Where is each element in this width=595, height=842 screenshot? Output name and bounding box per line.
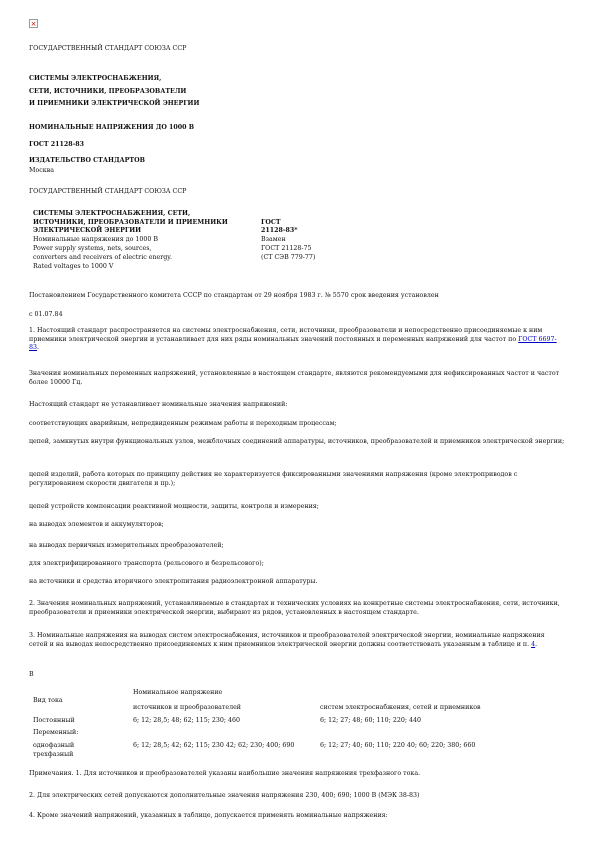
- list-item: цепей, замкнутых внутри функциональных узлов, межблочных соединений аппаратуры, источников, преобразователей и приемников электрической энергии;: [29, 438, 565, 445]
- paragraph-1-text: 1. Настоящий стандарт распространяется на системы электроснабжения, сети, источники, преобразователи и непосредственно присоединяемые к ним приемники электрической энергии и устанавливает для них ряды номинальных значений постоянных и переменных напряжений для частот по: [29, 327, 543, 343]
- effective-date: с 01.07.84: [29, 311, 63, 318]
- row-systems: 6; 12; 27; 40; 60; 110; 220 40; 60; 220; 380; 660: [320, 742, 476, 749]
- paragraph-6: 4. Кроме значений напряжений, указанных в таблице, допускается применять номинальные напряжения:: [29, 812, 388, 819]
- row-kind-2: трехфазный: [33, 751, 74, 758]
- titleblock-left-1: СИСТЕМЫ ЭЛЕКТРОСНАБЖЕНИЯ, СЕТИ,: [33, 210, 191, 217]
- list-item: для электрифицированного транспорта (рельсового и безрельсового);: [29, 560, 264, 567]
- paragraph-5-text: 3. Номинальные напряжения на выводах систем электроснабжения, источников и преобразователей электрической энергии, номинальные напряжения сетей и на выводах непосредственно присоединяемых к ним приемников электрической энергии должны соответствовать указанным в таблице и п.: [29, 632, 545, 648]
- gost-6697-link[interactable]: ГОСТ 6697-83: [29, 335, 557, 352]
- row-kind: однофазный: [33, 742, 75, 749]
- col-header-group: Номинальное напряжение: [133, 689, 223, 696]
- paragraph-5-end: .: [535, 640, 538, 648]
- titleblock-right-4: ГОСТ 21128-75: [261, 245, 312, 252]
- col-header-kind: Вид тока: [33, 697, 63, 704]
- list-item: на источники и средства вторичного электропитания радиоэлектронной аппаратуры.: [29, 578, 318, 585]
- list-item: на выводах первичных измерительных преобразователей;: [29, 542, 224, 549]
- list-item: на выводах элементов и аккумуляторов;: [29, 521, 164, 528]
- note-1: Примечания. 1. Для источников и преобразователей указаны наибольшие значения напряжения трехфазного тока.: [29, 770, 421, 777]
- titleblock-left-3: ЭЛЕКТРИЧЕСКОЙ ЭНЕРГИИ: [33, 227, 142, 234]
- col-header-systems: систем электроснабжения, сетей и приемников: [320, 704, 481, 711]
- list-item: цепей изделий, работа которых по принципу действия не характеризуется фиксированными значениями напряжения (кроме электроприводов с регулированием скорости двигателя и пр.);: [29, 471, 518, 487]
- state-standard-header: ГОСУДАРСТВЕННЫЙ СТАНДАРТ СОЮЗА ССР: [29, 45, 187, 52]
- col-header-sources: источников и преобразователей: [133, 704, 242, 711]
- broken-image-icon: ×: [30, 20, 37, 28]
- row-systems: 6; 12; 27; 48; 60; 110; 220; 440: [320, 717, 421, 724]
- subtitle: НОМИНАЛЬНЫЕ НАПРЯЖЕНИЯ ДО 1000 В: [29, 124, 195, 131]
- titleblock-right-1: ГОСТ: [261, 219, 281, 226]
- decree-text: Постановлением Государственного комитета СССР по стандартам от 29 ноября 1983 г. № 5570 срок введения установлен: [29, 292, 439, 299]
- note-2: 2. Для электрических сетей допускаются дополнительные значения напряжения 230, 400; 690; 1000 В (МЭК 38-83): [29, 792, 420, 799]
- row-kind: Переменный:: [33, 729, 79, 736]
- titleblock-left-5: Power supply systems, nets, sources,: [33, 245, 152, 252]
- list-item: соответствующих аварийным, непредвиденным режимам работы и переходным процессам;: [29, 420, 337, 427]
- titleblock-left-2: ИСТОЧНИКИ, ПРЕОБРАЗОВАТЕЛИ И ПРИЕМНИКИ: [33, 219, 228, 226]
- row-kind: Постоянный: [33, 717, 75, 724]
- paragraph-3: Настоящий стандарт не устанавливает номинальные значения напряжений:: [29, 401, 288, 408]
- unit-label: В: [29, 671, 34, 678]
- titleblock-right-2: 21128-83*: [261, 227, 298, 234]
- state-standard-header-2: ГОСУДАРСТВЕННЫЙ СТАНДАРТ СОЮЗА ССР: [29, 188, 187, 195]
- paragraph-4: 2. Значения номинальных напряжений, устанавливаемые в стандартах и технических условиях на конкретные системы электроснабжения, сети, источники, преобразователи и приемники электрической энергии, выбирают из рядов, установленных в настоящем стандарте.: [29, 600, 560, 616]
- paragraph-2: Значения номинальных переменных напряжений, установленные в настоящем стандарте, являются рекомендуемыми для нефиксированных частот и частот более 10000 Гц.: [29, 370, 560, 386]
- gost-number: ГОСТ 21128-83: [29, 141, 85, 148]
- title-line-1: СИСТЕМЫ ЭЛЕКТРОСНАБЖЕНИЯ,: [29, 75, 162, 82]
- row-sources: 6; 12; 28,5; 42; 62; 115; 230 42; 62; 230; 400; 690: [133, 742, 295, 749]
- paragraph-1-end: .: [37, 344, 40, 352]
- publisher: ИЗДАТЕЛЬСТВО СТАНДАРТОВ: [29, 157, 145, 164]
- paragraph-5: [29, 632, 565, 649]
- clause-4-link[interactable]: 4: [531, 640, 536, 648]
- titleblock-left-4: Номинальные напряжения до 1000 В: [33, 236, 159, 243]
- titleblock-left-6: converters and receivers of electric energy.: [33, 254, 173, 261]
- city: Москва: [29, 167, 54, 174]
- titleblock-right-5: (СТ СЭВ 779-77): [261, 254, 316, 261]
- paragraph-1: [29, 327, 565, 353]
- list-item: цепей устройств компенсации реактивной мощности, защиты, контроля и измерения;: [29, 503, 319, 510]
- titleblock-left-7: Rated voltages to 1000 V: [33, 263, 114, 270]
- row-sources: 6; 12; 28,5; 48; 62; 115; 230; 460: [133, 717, 240, 724]
- title-line-2: СЕТИ, ИСТОЧНИКИ, ПРЕОБРАЗОВАТЕЛИ: [29, 88, 187, 95]
- title-line-3: И ПРИЕМНИКИ ЭЛЕКТРИЧЕСКОЙ ЭНЕРГИИ: [29, 100, 200, 107]
- titleblock-right-3: Взамен: [261, 236, 286, 243]
